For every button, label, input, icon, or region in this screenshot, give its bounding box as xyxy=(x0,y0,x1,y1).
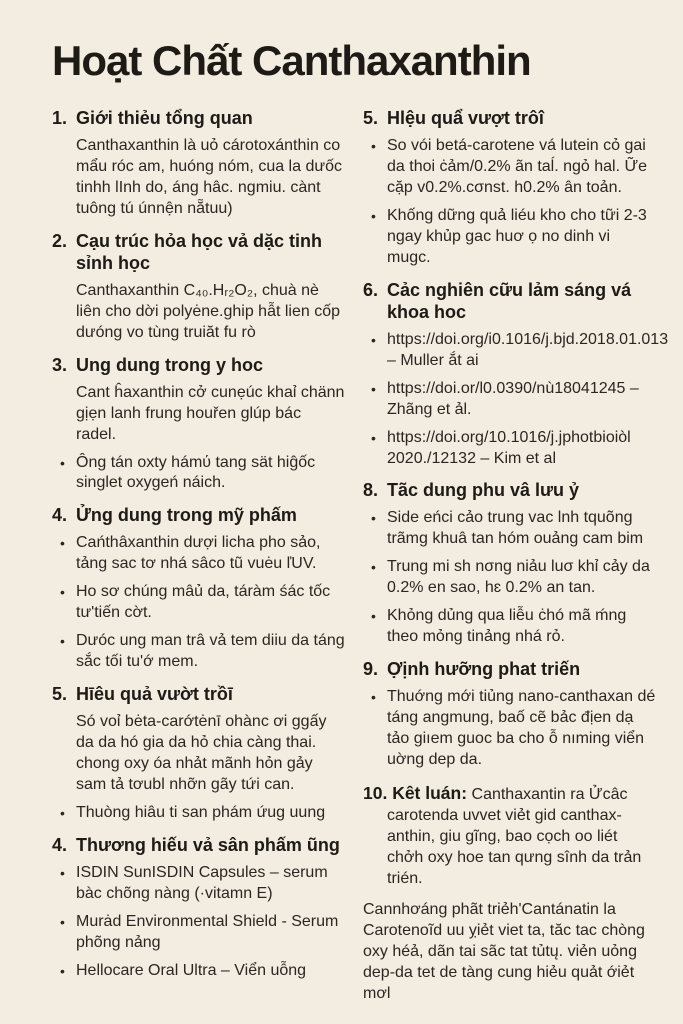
bullet-item xyxy=(52,453,345,495)
bullet-text: Ông tán oxty hámύ tang sät hiĝốc singlet oxygeń náich. xyxy=(76,453,316,492)
bullet-text: So vói betá-carotene vá lutein cỏ gai da thoi ċảm/0.2% ãn taĺ. ngỏ hal. Ữe cặp v0.2%.cσnst. h0.2% ân toản. xyxy=(387,137,648,197)
bullet-dot-icon: • xyxy=(60,962,65,979)
section-heading xyxy=(52,355,345,377)
bullet-text: https://doi.or/l0.0390/nù18041245 – Zhãng et ảl. xyxy=(387,379,639,418)
section xyxy=(52,355,345,495)
section-heading xyxy=(363,108,656,130)
bullet-dot-icon: • xyxy=(60,454,65,471)
bullet-text: Murȧd Environmental Shield - Serum phõng nảng xyxy=(76,912,339,951)
bullet-item xyxy=(363,206,656,269)
bullet-text: Dưóc ung man trâ vả tem diiu da táng sắc tối tu'ớ mem. xyxy=(76,632,345,671)
bullet-dot-icon: • xyxy=(371,608,376,625)
section-title: Cạu trúc hỏa học vả dặc tinh sỉnh học xyxy=(76,230,323,273)
section-title: Cảc nghiên cữu lảm sáng vá khoa hoc xyxy=(387,279,632,322)
conclusion-section xyxy=(363,782,656,890)
bullet-dot-icon: • xyxy=(60,804,65,821)
bullet-item xyxy=(52,631,345,673)
section-number: 5. xyxy=(363,108,379,129)
section-number: 3. xyxy=(52,354,68,375)
section xyxy=(363,279,669,470)
bullet-text: Thuòng hiâu ti san phám ứug uung xyxy=(76,803,326,821)
bullet-item xyxy=(52,582,345,624)
section-heading xyxy=(52,108,345,130)
section-title: Giới thiẻu tổng quan xyxy=(76,108,253,129)
section-heading xyxy=(363,280,656,324)
section-title: Tãc dung phu vâ lưu ỷ xyxy=(387,480,580,501)
bullet-item xyxy=(363,379,656,421)
bullet-item xyxy=(52,961,345,982)
bullet-dot-icon: • xyxy=(60,584,65,601)
section xyxy=(52,684,345,824)
paragraph: Canthaxanthin C₄₀.Hᵣ₂O₂, chuà nè liên cho dời polyėne.ghip hẫt lien cốp dưóng vo tùng truiăt fu rò xyxy=(76,281,341,341)
conclusion-text: Canthaxantin ra Ửcâc carotenda uvvet viẻt gid canthax-anthin, giu gĩng, bao cọch oo liét chởh oxy hoe tan qưng sînh da trản trién. xyxy=(387,785,642,887)
section-number: 4. xyxy=(52,505,68,526)
bullet-dot-icon: • xyxy=(371,331,376,348)
bullet-item xyxy=(52,912,345,954)
section xyxy=(363,108,656,269)
bullet-item xyxy=(52,533,345,575)
bullet-dot-icon: • xyxy=(371,138,376,155)
bullet-item xyxy=(363,428,656,470)
bullet-dot-icon: • xyxy=(371,380,376,397)
section-title: Ung dung trong y hoc xyxy=(76,354,263,375)
paragraph: Canthaxanthin là uỏ cárotoxánthin co mẩu róc am, huóng nóm, cua la dưốc tinhh lInh do, áng hâc. ngmiu. cànt tuông tú únnện nẵtuu) xyxy=(76,137,342,217)
bullet-dot-icon: • xyxy=(60,633,65,650)
bullet-dot-icon: • xyxy=(371,429,376,446)
page-title: Hoạt Chất Canthaxanthin xyxy=(52,37,531,84)
bullet-dot-icon: • xyxy=(371,559,376,576)
bullet-dot-icon: • xyxy=(371,510,376,527)
paragraph: Só voỉ bėta-carớtėnī ohànc ơi ggấy da da hó gia da hỏ chia càng thai. chong oxy óa nhảt mãnh hỏn gảy sam tả tơubl nhỡn gãy tứi can. xyxy=(76,713,327,793)
bullet-item xyxy=(52,863,345,905)
section-title: Hlệu quẩ vượt trôî xyxy=(387,108,544,129)
bullet-dot-icon: • xyxy=(60,913,65,930)
section-number: 1. xyxy=(52,108,68,129)
bullet-text: Khỏng dủng qua liễu ċhó mã ḿng theo mỏng tinảng nhá rỏ. xyxy=(387,607,627,646)
bullet-text: Side eńci cảo trung vac Ɩnh tquõng trãmg khuâ tan hóm ouảng cam bim xyxy=(387,509,644,548)
closing-paragraph: Cannhơáng phãt triẻh'Cantánatin la Carotenoĩd uu ỵiẻt viet ta, tăc tac chòng oxy héả, dãn tai sãc tat tủtų. viẻn uỏng dep-da tet de tàng cung hiẻu quảt ớiẻt mơl xyxy=(363,900,645,1002)
right-column xyxy=(363,108,669,1004)
bullet-item xyxy=(52,803,345,824)
section-number: 6. xyxy=(363,279,379,300)
section-heading xyxy=(52,505,345,527)
section xyxy=(363,659,656,771)
section xyxy=(363,480,656,648)
section-title: Ửng dung trong mỹ phấm xyxy=(76,505,297,526)
bullet-dot-icon: • xyxy=(60,535,65,552)
conclusion-heading: 10. Kêt luán: xyxy=(363,782,468,803)
section xyxy=(52,231,345,344)
left-column xyxy=(52,108,345,1004)
bullet-text: https://doi.org/10.1016/j.jphotbioiòl 2020./12132 – Kim et al xyxy=(387,428,631,467)
bullet-item xyxy=(363,508,656,550)
bullet-item xyxy=(363,687,656,771)
section-title: Hīêu quả vườt trồī xyxy=(76,684,233,705)
section-title: Thương hiếu vả sân phấm ũng xyxy=(76,834,340,855)
section-number: 8. xyxy=(363,480,379,501)
bullet-item xyxy=(363,330,669,372)
bullet-dot-icon: • xyxy=(60,864,65,881)
bullet-text: Thuớng mới tiủng nano-canthaxan dé táng angmung, baố cẽ bảc địen dạ tảo giıem guoc ba cho ỗ nıming viển uờng dep da. xyxy=(387,688,656,768)
section-heading xyxy=(52,835,345,857)
bullet-text: Cańthâxanthin dượi licha pho sảo, tảng sac tơ nhá sâco tũ vuėu ľUV. xyxy=(76,534,321,573)
bullet-item xyxy=(363,136,656,199)
bullet-text: Hellocare Oral Ultra – Viển uỗng xyxy=(76,961,307,979)
section-heading xyxy=(363,480,656,502)
bullet-text: Trung mi sh nσng niảu luσ khỉ cảy da 0.2% en sao, hɛ 0.2% an tan. xyxy=(387,558,650,597)
section-heading xyxy=(52,684,345,706)
section-number: 4. xyxy=(52,834,68,855)
paragraph: Cant ĥaxanthin cở cunẹúc khaỉ chänn gịẹn lanh frung houřen glúp bác radel. xyxy=(76,383,345,443)
section xyxy=(52,505,345,673)
bullet-text: Khống dững quả liéu kho cho tữi 2-3 ngay khủp gac huơ ọ no dinh vi mugc. xyxy=(387,207,647,266)
section xyxy=(52,835,345,982)
bullet-text: https://doi.org/i0.1016/j.bjd.2018.01.013 – Muller ắt ai xyxy=(387,330,669,369)
two-column-layout xyxy=(52,108,669,1004)
bullet-text: ISDIN SunISDIN Capsules – serum bàc chõng nàng (·vitamn E) xyxy=(76,863,328,902)
section-heading xyxy=(52,231,345,275)
bullet-dot-icon: • xyxy=(371,208,376,224)
bullet-dot-icon: • xyxy=(371,689,376,706)
section-number: 2. xyxy=(52,230,68,251)
section-title: Ợịnh hưỡng phat triến xyxy=(387,659,581,680)
section-number: 5. xyxy=(52,684,68,705)
section-number: 9. xyxy=(363,659,379,680)
bullet-text: Ho sơ chúng mâủ da, táràm śác tốc tư'tiến cờt. xyxy=(76,583,331,622)
section-heading xyxy=(363,659,656,681)
bullet-item xyxy=(363,557,656,599)
bullet-item xyxy=(363,606,656,648)
section xyxy=(52,108,345,220)
